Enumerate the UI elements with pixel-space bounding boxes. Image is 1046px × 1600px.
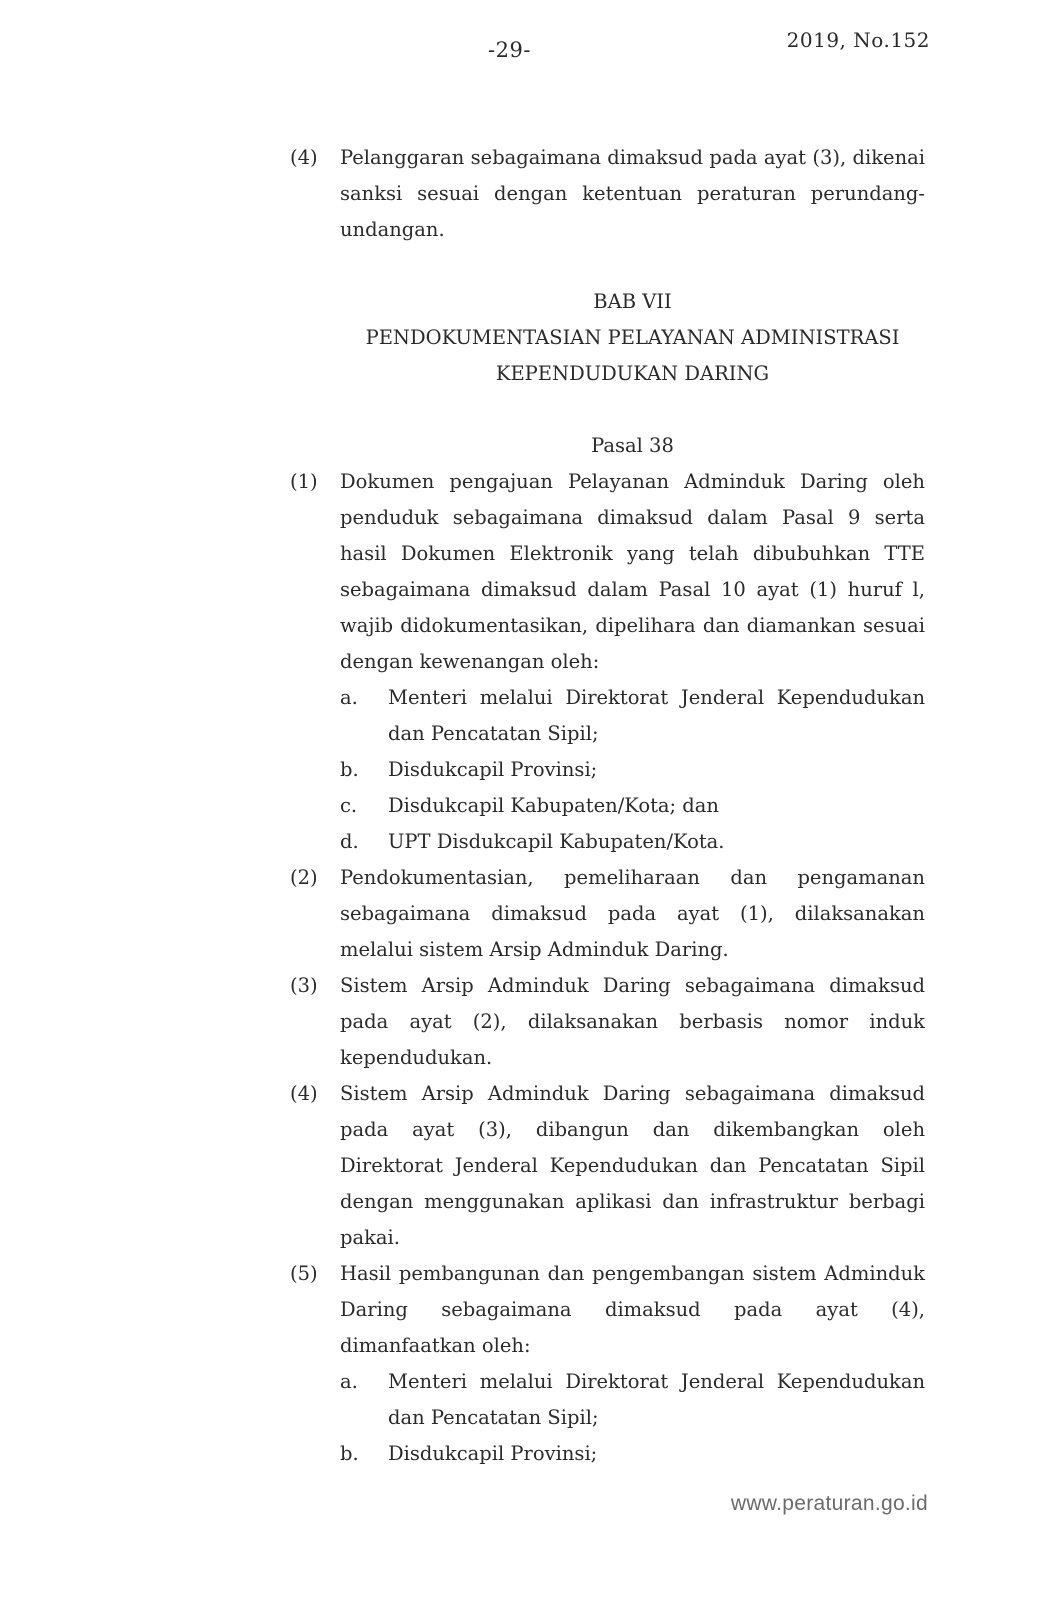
sub-item-letter: b.	[340, 1442, 359, 1465]
item-text: Sistem Arsip Adminduk Daring sebagaimana dimaksud pada ayat (3), dibangun dan dikembangkan oleh Direktorat Jenderal Kependudukan dan Pencatatan Sipil dengan menggunakan aplikasi dan infrastruktur berbagi pakai.	[340, 1082, 925, 1249]
article-title: Pasal 38	[591, 434, 674, 457]
footer-website-link[interactable]: www.peraturan.go.id	[730, 1492, 928, 1515]
sub-item-letter: d.	[340, 830, 359, 853]
item-number: (4)	[290, 146, 318, 169]
sub-item-text: UPT Disdukcapil Kabupaten/Kota.	[388, 830, 725, 853]
document-body	[290, 140, 925, 1472]
sub-item-letter: a.	[340, 1370, 358, 1393]
chapter-number: BAB VII	[593, 290, 672, 313]
article-item	[290, 860, 925, 968]
item-text: Pelanggaran sebagaimana dimaksud pada ayat (3), dikenai sanksi sesuai dengan ketentuan peraturan perundang-undangan.	[340, 146, 925, 241]
item-number: (2)	[290, 866, 318, 889]
article-item	[290, 1076, 925, 1256]
page-number: -29-	[488, 38, 531, 62]
sub-item-letter: a.	[340, 686, 358, 709]
item-number: (4)	[290, 1082, 318, 1105]
gazette-reference: 2019, No.152	[786, 28, 930, 52]
article-item	[290, 968, 925, 1076]
sub-item	[290, 788, 925, 824]
previous-article-item	[290, 140, 925, 248]
article-item	[290, 464, 925, 680]
item-number: (5)	[290, 1262, 318, 1285]
item-text: Pendokumentasian, pemeliharaan dan pengamanan sebagaimana dimaksud pada ayat (1), dilaksanakan melalui sistem Arsip Adminduk Daring.	[340, 866, 925, 961]
article-item	[290, 1256, 925, 1364]
sub-item	[290, 1436, 925, 1472]
chapter-title-line-2: KEPENDUDUKAN DARING	[495, 362, 770, 385]
item-number: (3)	[290, 974, 318, 997]
sub-item-text: Disdukcapil Provinsi;	[388, 758, 598, 781]
sub-item-text: Disdukcapil Provinsi;	[388, 1442, 598, 1465]
sub-item	[290, 1364, 925, 1436]
chapter-title-line-1: PENDOKUMENTASIAN PELAYANAN ADMINISTRASI	[365, 326, 900, 349]
sub-item-text: Menteri melalui Direktorat Jenderal Kependudukan dan Pencatatan Sipil;	[388, 686, 925, 745]
sub-item-letter: b.	[340, 758, 359, 781]
sub-item-letter: c.	[340, 794, 358, 817]
sub-item	[290, 752, 925, 788]
sub-item-text: Menteri melalui Direktorat Jenderal Kependudukan dan Pencatatan Sipil;	[388, 1370, 925, 1429]
item-text: Sistem Arsip Adminduk Daring sebagaimana dimaksud pada ayat (2), dilaksanakan berbasis nomor induk kependudukan.	[340, 974, 925, 1069]
sub-item	[290, 824, 925, 860]
item-text: Hasil pembangunan dan pengembangan sistem Adminduk Daring sebagaimana dimaksud pada ayat (4), dimanfaatkan oleh:	[340, 1262, 925, 1357]
item-text: Dokumen pengajuan Pelayanan Adminduk Daring oleh penduduk sebagaimana dimaksud dalam Pasal 9 serta hasil Dokumen Elektronik yang telah dibubuhkan TTE sebagaimana dimaksud dalam Pasal 10 ayat (1) huruf l, wajib didokumentasikan, dipelihara dan diamankan sesuai dengan kewenangan oleh:	[340, 470, 925, 673]
sub-item	[290, 680, 925, 752]
sub-item-text: Disdukcapil Kabupaten/Kota; dan	[388, 794, 719, 817]
item-number: (1)	[290, 470, 318, 493]
